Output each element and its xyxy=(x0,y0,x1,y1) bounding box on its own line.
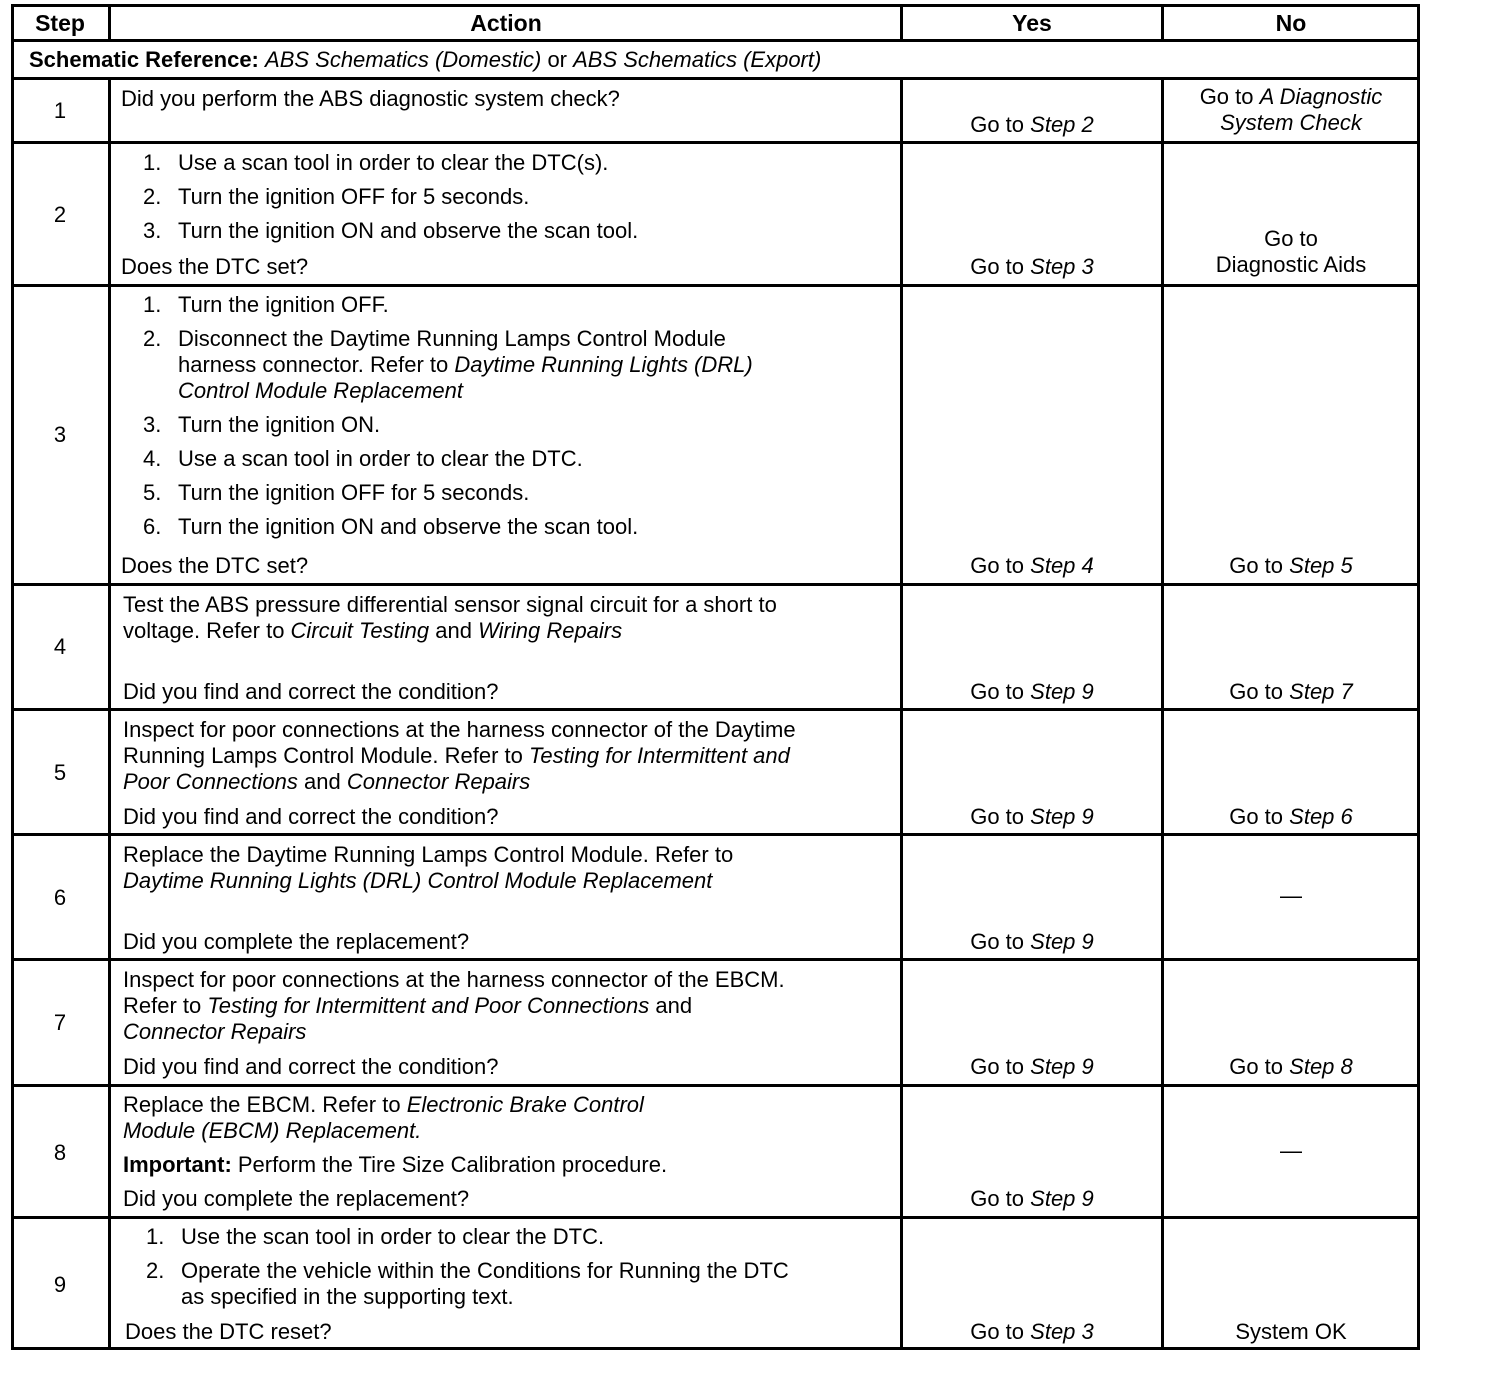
no-result xyxy=(1164,553,1418,579)
no-step-link[interactable]: Step 8 xyxy=(1289,1054,1353,1079)
list-item-text: Turn the ignition ON and observe the scan tool. xyxy=(178,514,639,539)
schematic-reference xyxy=(29,47,821,73)
yes-prefix: Go to xyxy=(970,804,1025,829)
list-item-text: harness connector. Refer to xyxy=(178,352,455,377)
list-item-number: 5. xyxy=(143,480,162,505)
no-link-system-check[interactable]: System Check xyxy=(1220,110,1362,135)
list-item-number: 1. xyxy=(143,150,162,175)
no-prefix: Go to xyxy=(1229,804,1284,829)
no-prefix: Go to xyxy=(1229,553,1284,578)
row-divider xyxy=(11,958,1420,961)
yes-step-link[interactable]: Step 9 xyxy=(1030,804,1094,829)
table-border-bottom xyxy=(11,1347,1420,1350)
yes-result xyxy=(903,1054,1161,1080)
yes-step-link[interactable]: Step 9 xyxy=(1030,1186,1094,1211)
yes-result xyxy=(903,254,1161,280)
intermittent-connections-link[interactable]: Testing for Intermittent and Poor Connections xyxy=(207,993,650,1018)
action-question: Did you perform the ABS diagnostic system check? xyxy=(121,86,620,111)
yes-result xyxy=(903,112,1161,138)
drl-replacement-link[interactable]: Daytime Running Lights (DRL) Control Module Replacement xyxy=(123,868,713,893)
ebcm-replacement-link[interactable]: Electronic Brake Control xyxy=(406,1092,644,1117)
list-item-text: Use the scan tool in order to clear the DTC. xyxy=(181,1224,605,1249)
row-divider xyxy=(11,708,1420,711)
action-text xyxy=(123,842,733,894)
step-number: 4 xyxy=(53,634,67,659)
list-item xyxy=(143,326,753,404)
intermittent-connections-link[interactable]: Poor Connections xyxy=(123,769,298,794)
no-prefix: Go to xyxy=(1229,1054,1284,1079)
list-item-text: Turn the ignition ON and observe the scan tool. xyxy=(178,218,639,243)
list-item-text: Turn the ignition OFF. xyxy=(178,292,389,317)
important-label: Important: xyxy=(123,1152,232,1177)
list-item-number: 6. xyxy=(143,514,162,539)
no-result xyxy=(1164,804,1418,830)
action-line: and xyxy=(429,618,479,643)
action-question: Does the DTC set? xyxy=(121,254,309,279)
wiring-repairs-link[interactable]: Wiring Repairs xyxy=(478,618,623,643)
list-item-text: Use a scan tool in order to clear the DTC. xyxy=(178,446,583,471)
list-item-number: 2. xyxy=(143,184,162,209)
action-steps-list xyxy=(143,292,753,548)
action-line: Replace the EBCM. Refer to xyxy=(123,1092,407,1117)
no-link-diagnostic[interactable]: A Diagnostic xyxy=(1259,84,1383,109)
action-text xyxy=(123,1092,644,1144)
header-divider xyxy=(11,39,1420,42)
yes-step-link[interactable]: Step 3 xyxy=(1030,254,1094,279)
no-prefix: Go to xyxy=(1199,84,1254,109)
no-step-link[interactable]: Step 5 xyxy=(1289,553,1353,578)
list-item-text: Use a scan tool in order to clear the DTC(s). xyxy=(178,150,609,175)
action-question: Did you find and correct the condition? xyxy=(123,804,499,829)
diagnostic-table xyxy=(11,4,1420,1350)
list-item xyxy=(143,184,638,210)
action-line: Inspect for poor connections at the harness connector of the Daytime xyxy=(123,717,796,742)
action-question: Does the DTC reset? xyxy=(125,1319,332,1344)
action-text xyxy=(123,592,777,644)
yes-result xyxy=(903,553,1161,579)
list-item xyxy=(143,412,753,438)
action-line: and xyxy=(649,993,693,1018)
list-item xyxy=(143,514,753,540)
step-number: 9 xyxy=(53,1272,67,1297)
action-text xyxy=(123,717,796,795)
no-result xyxy=(1164,226,1418,278)
yes-result xyxy=(903,804,1161,830)
no-result xyxy=(1164,84,1418,136)
action-line: Running Lamps Control Module. Refer to xyxy=(123,743,529,768)
yes-step-link[interactable]: Step 9 xyxy=(1030,1054,1094,1079)
list-item-number: 1. xyxy=(143,292,162,317)
no-step-link[interactable]: Step 7 xyxy=(1289,679,1353,704)
action-line: Refer to xyxy=(123,993,208,1018)
action-steps-list xyxy=(146,1224,789,1318)
action-question: Did you find and correct the condition? xyxy=(123,679,499,704)
important-note xyxy=(123,1152,667,1178)
yes-step-link[interactable]: Step 3 xyxy=(1030,1319,1094,1344)
list-item-text: Turn the ignition OFF for 5 seconds. xyxy=(178,480,530,505)
yes-prefix: Go to xyxy=(970,1319,1025,1344)
header-action: Action xyxy=(470,10,542,36)
ebcm-replacement-link[interactable]: Module (EBCM) Replacement. xyxy=(123,1118,422,1143)
action-line: Inspect for poor connections at the harness connector of the EBCM. xyxy=(123,967,785,992)
list-item xyxy=(143,480,753,506)
table-border-top xyxy=(11,4,1420,7)
circuit-testing-link[interactable]: Circuit Testing xyxy=(290,618,430,643)
row-divider xyxy=(11,284,1420,287)
list-item xyxy=(143,292,753,318)
drl-replacement-link[interactable]: Control Module Replacement xyxy=(178,378,463,403)
yes-result xyxy=(903,1319,1161,1345)
action-text xyxy=(123,967,785,1045)
list-item-text: Disconnect the Daytime Running Lamps Control Module xyxy=(178,326,726,351)
list-item-number: 3. xyxy=(143,218,162,243)
yes-prefix: Go to xyxy=(970,679,1025,704)
yes-step-link[interactable]: Step 2 xyxy=(1030,112,1094,137)
row-divider xyxy=(11,583,1420,586)
action-question: Did you complete the replacement? xyxy=(123,1186,470,1211)
list-item-text: Turn the ignition ON. xyxy=(178,412,381,437)
header-yes: Yes xyxy=(1012,10,1052,36)
step-number: 2 xyxy=(53,202,67,227)
list-item-number: 2. xyxy=(146,1258,165,1283)
no-result: — xyxy=(1280,1138,1302,1163)
list-item xyxy=(143,150,638,176)
action-question: Did you complete the replacement? xyxy=(123,929,470,954)
step-number: 1 xyxy=(53,98,67,123)
yes-step-link[interactable]: Step 4 xyxy=(1030,553,1094,578)
list-item-number: 4. xyxy=(143,446,162,471)
yes-prefix: Go to xyxy=(970,1054,1025,1079)
schematic-label: Schematic Reference: xyxy=(29,47,259,72)
list-item xyxy=(146,1258,789,1310)
step-number: 8 xyxy=(53,1140,67,1165)
connector-repairs-link[interactable]: Connector Repairs xyxy=(123,1019,307,1044)
list-item xyxy=(143,446,753,472)
important-text: Perform the Tire Size Calibration procedure. xyxy=(231,1152,668,1177)
action-line: Test the ABS pressure differential sensor signal circuit for a short to xyxy=(123,592,777,617)
action-question: Does the DTC set? xyxy=(121,553,309,578)
schematic-or: or xyxy=(547,47,567,72)
yes-prefix: Go to xyxy=(970,254,1025,279)
action-line: and xyxy=(297,769,347,794)
row-divider xyxy=(11,1216,1420,1219)
intermittent-connections-link[interactable]: Testing for Intermittent and xyxy=(529,743,790,768)
list-item xyxy=(146,1224,789,1250)
list-item-number: 2. xyxy=(143,326,162,351)
no-result xyxy=(1164,679,1418,705)
yes-result xyxy=(903,679,1161,705)
yes-step-link[interactable]: Step 9 xyxy=(1030,929,1094,954)
step-number: 5 xyxy=(53,760,67,785)
yes-result xyxy=(903,1186,1161,1212)
row-divider xyxy=(11,141,1420,144)
no-result: System OK xyxy=(1235,1319,1347,1344)
no-prefix: Go to xyxy=(1229,679,1284,704)
action-question: Did you find and correct the condition? xyxy=(123,1054,499,1079)
schematic-link-export[interactable]: ABS Schematics (Export) xyxy=(573,47,822,72)
list-item-number: 3. xyxy=(143,412,162,437)
header-step: Step xyxy=(35,10,85,36)
no-link-diagnostic-aids[interactable]: Diagnostic Aids xyxy=(1215,252,1367,277)
no-step-link[interactable]: Step 6 xyxy=(1289,804,1353,829)
list-item-text: Operate the vehicle within the Conditions for Running the DTC xyxy=(181,1258,789,1283)
connector-repairs-link[interactable]: Connector Repairs xyxy=(346,769,531,794)
schematic-link-domestic[interactable]: ABS Schematics (Domestic) xyxy=(265,47,542,72)
header-no: No xyxy=(1275,10,1307,36)
action-line: Replace the Daytime Running Lamps Control Module. Refer to xyxy=(123,842,734,867)
yes-prefix: Go to xyxy=(970,1186,1025,1211)
action-line: voltage. Refer to xyxy=(123,618,291,643)
row-divider xyxy=(11,833,1420,836)
no-result xyxy=(1164,1054,1418,1080)
step-number: 7 xyxy=(53,1010,67,1035)
no-prefix: Go to xyxy=(1264,226,1318,251)
yes-prefix: Go to xyxy=(970,112,1025,137)
step-number: 3 xyxy=(53,422,67,447)
row-divider xyxy=(11,77,1420,80)
list-item-number: 1. xyxy=(146,1224,165,1249)
yes-prefix: Go to xyxy=(970,553,1025,578)
list-item-text: as specified in the supporting text. xyxy=(181,1284,514,1309)
yes-step-link[interactable]: Step 9 xyxy=(1030,679,1094,704)
yes-prefix: Go to xyxy=(970,929,1025,954)
row-divider xyxy=(11,1084,1420,1087)
action-steps-list xyxy=(143,150,638,252)
no-result: — xyxy=(1280,883,1302,908)
list-item xyxy=(143,218,638,244)
yes-result xyxy=(903,929,1161,955)
drl-replacement-link[interactable]: Daytime Running Lights (DRL) xyxy=(454,352,753,377)
list-item-text: Turn the ignition OFF for 5 seconds. xyxy=(178,184,530,209)
step-number: 6 xyxy=(53,885,67,910)
